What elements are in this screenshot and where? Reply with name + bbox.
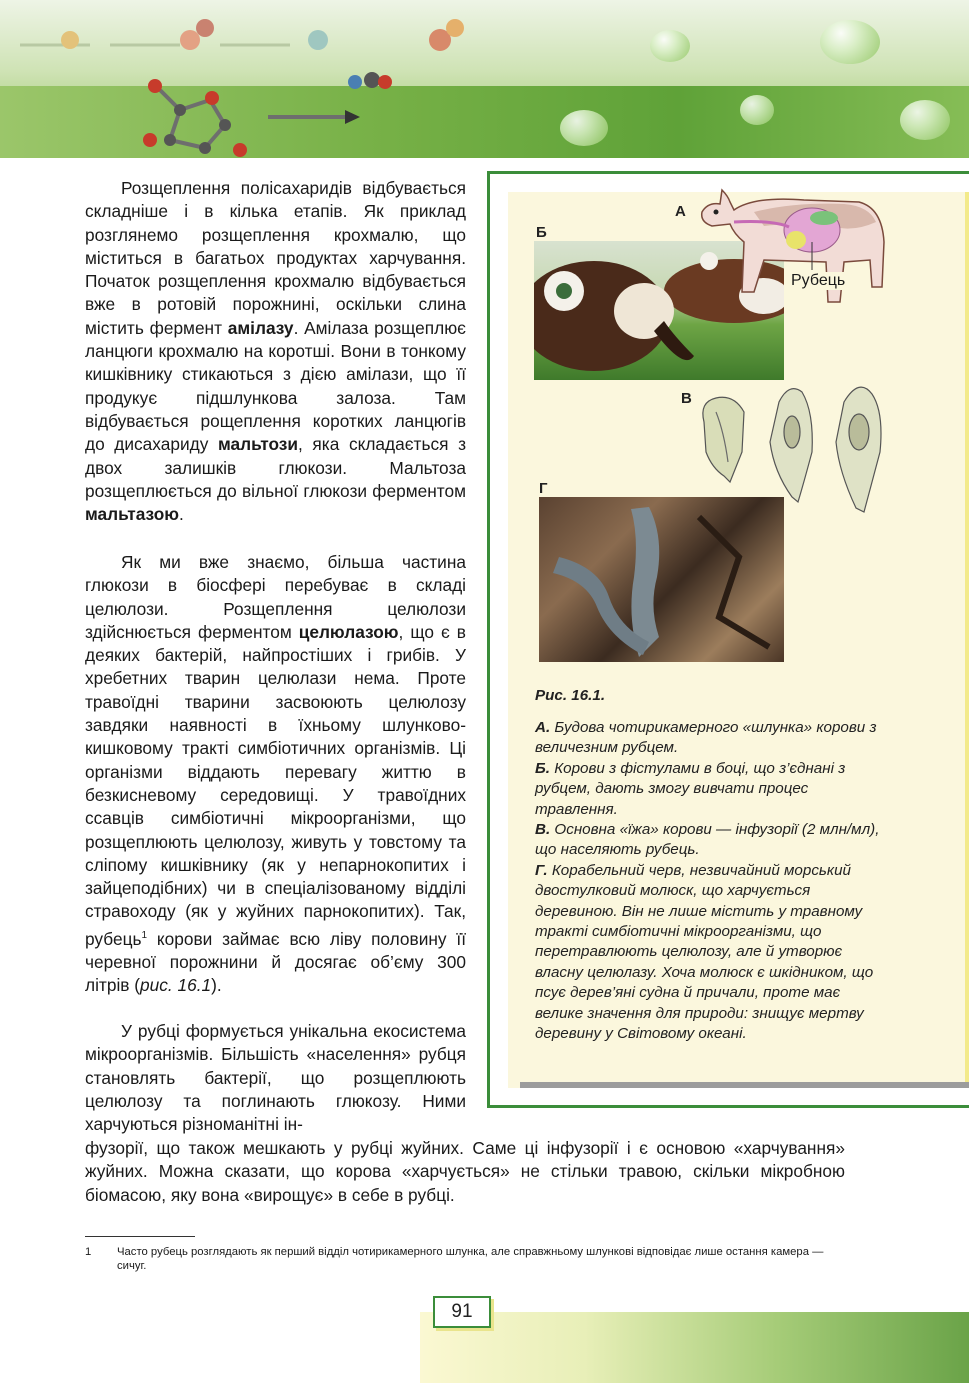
term-amylase: амілазу bbox=[227, 317, 294, 338]
term-maltase: мальтазою bbox=[85, 504, 180, 525]
caption-text: Основна «їжа» корови — інфузорії (2 млн/мл), що населяють рубець. bbox=[535, 821, 880, 859]
caption-key: Г. bbox=[535, 861, 548, 879]
text-run: ). bbox=[211, 975, 222, 996]
caption-key: Б. bbox=[535, 759, 550, 777]
paragraph-cellulose bbox=[85, 551, 466, 997]
caption-key: А. bbox=[535, 719, 551, 736]
shipworm-photo bbox=[539, 497, 784, 662]
figure-shadow bbox=[520, 1082, 969, 1088]
caption-title: Рис. 16.1. bbox=[535, 687, 606, 704]
molecule-decoration bbox=[0, 0, 969, 158]
text-run: , яка складається з двох залишків глюкози. Мальтоза розщеплюється до вільної глюкози ферментом bbox=[85, 434, 466, 501]
footnote-ref[interactable]: 1 bbox=[141, 929, 148, 941]
figure-ref[interactable]: рис. 16.1 bbox=[140, 975, 212, 996]
term-cellulase: целюлазою bbox=[298, 621, 399, 642]
text-run: . bbox=[179, 504, 184, 525]
term-maltose: мальтози bbox=[217, 434, 298, 455]
footer-bar bbox=[420, 1312, 969, 1383]
caption-key: В. bbox=[535, 821, 551, 839]
figure-label-v: В bbox=[681, 390, 692, 407]
page-number: 91 bbox=[433, 1296, 491, 1328]
paragraph-rumen bbox=[85, 1020, 466, 1136]
paragraph-rumen-continued: фузорії, що також мешкають у рубці жуйних. Саме ці інфузорії і є основою «харчування» жуйних. Можна сказати, що корова «харчується» не стільки травою, скільки мікробною біомасою, яку вона «вирощує» в себе в рубці. bbox=[85, 1138, 845, 1205]
footnote-divider bbox=[85, 1236, 195, 1237]
figure-label-a: А bbox=[675, 203, 686, 220]
rumen-label: Рубець bbox=[791, 272, 846, 289]
caption-item-b bbox=[535, 759, 885, 820]
text-run: корови займає всю ліву половину її черевної порожнини й досягає об’єму 300 літрів ( bbox=[85, 928, 466, 996]
caption-text: Корабельний черв, незвичайний морський двостулковий молюск, що харчується деревиною. Він не лише містить у травному тракті симбіотичні мікроорганізми, що перетравлюють целюлозу, але й утворює власну целюлазу. Хоча молюск є шкідником, що псує дерев’яні судна й причали, проте має велике значення для природи: знищує мертву деревину у Світовому океані. bbox=[535, 861, 874, 1043]
shipworm-illustration bbox=[539, 497, 784, 662]
figure-label-g: Г bbox=[539, 480, 548, 497]
paragraph-rumen-start: У рубці формується унікальна екосистема мікроорганізмів. Більшість «населення» рубця становлять бактерії, що розщеплюють целюлозу та поглинають глюкозу. Ними харчуються різноманітні ін- bbox=[85, 1021, 466, 1135]
footnote-text: Часто рубець розглядають як перший відділ чотирикамерного шлунка, але справжньому шлункові відповідає лише остання камера — сичуг. bbox=[117, 1246, 824, 1272]
footnote-number: 1 bbox=[85, 1246, 92, 1258]
caption-item-v bbox=[535, 820, 885, 861]
caption-text: Корови з фістулами в боці, що з’єднані з рубцем, дають змогу вивчати процес травлення. bbox=[535, 759, 846, 818]
text-run: . Амілаза розщеплює ланцюги крохмалю на коротші. Вони в тонкому кишківнику стикаються з дією амілази, що її продукує підшлункова залоза. Там відбувається рощеплення коротких ланцюгів до дисахариду bbox=[85, 317, 466, 455]
text-run: Як ми вже знаємо, більша частина глюкози в біосфері перебуває в складі целюлози. Розщеплення целюлози здійснюється ферментом bbox=[85, 552, 466, 642]
caption-text: Будова чотирикамерного «шлунка» корови з величезним рубцем. bbox=[535, 719, 877, 757]
figure-label-b: Б bbox=[536, 224, 547, 241]
caption-item-a bbox=[535, 718, 885, 759]
text-run: Розщеплення полісахаридів відбувається складніше і в кілька етапів. Як приклад розглянемо розщеплення крохмалю, що міститься в багатьох продуктах харчування. Початок розщеплення крохмалю відбувається вже в ротовій порожнині, оскільки слина містить фермент bbox=[85, 178, 466, 338]
text-run: , що є в деяких бактерій, найпростіших і грибів. У хребетних тварин целюлази нема. Проте травоїдні тварини засвоюють целюлозу завдяки наявності в їхньому шлунково-кишковому тракті симбіотичних організмів. Ці організми віддають перевагу життю в безкисневому середовищі. У травоїдних ссавців симбіотичні мікроорганізми, що розщеплюють целюлозу, живуть у товстому та сліпому кишківнику (як у непарнокопитих і зайцеподібних) чи в спеціалізованому відділі стравоходу (як у жуйних парнокопитих). Так, рубець bbox=[85, 621, 466, 949]
header-banner bbox=[0, 0, 969, 158]
caption-item-g bbox=[535, 861, 885, 1045]
paragraph-starch bbox=[85, 177, 466, 526]
figure-caption bbox=[535, 687, 885, 1045]
